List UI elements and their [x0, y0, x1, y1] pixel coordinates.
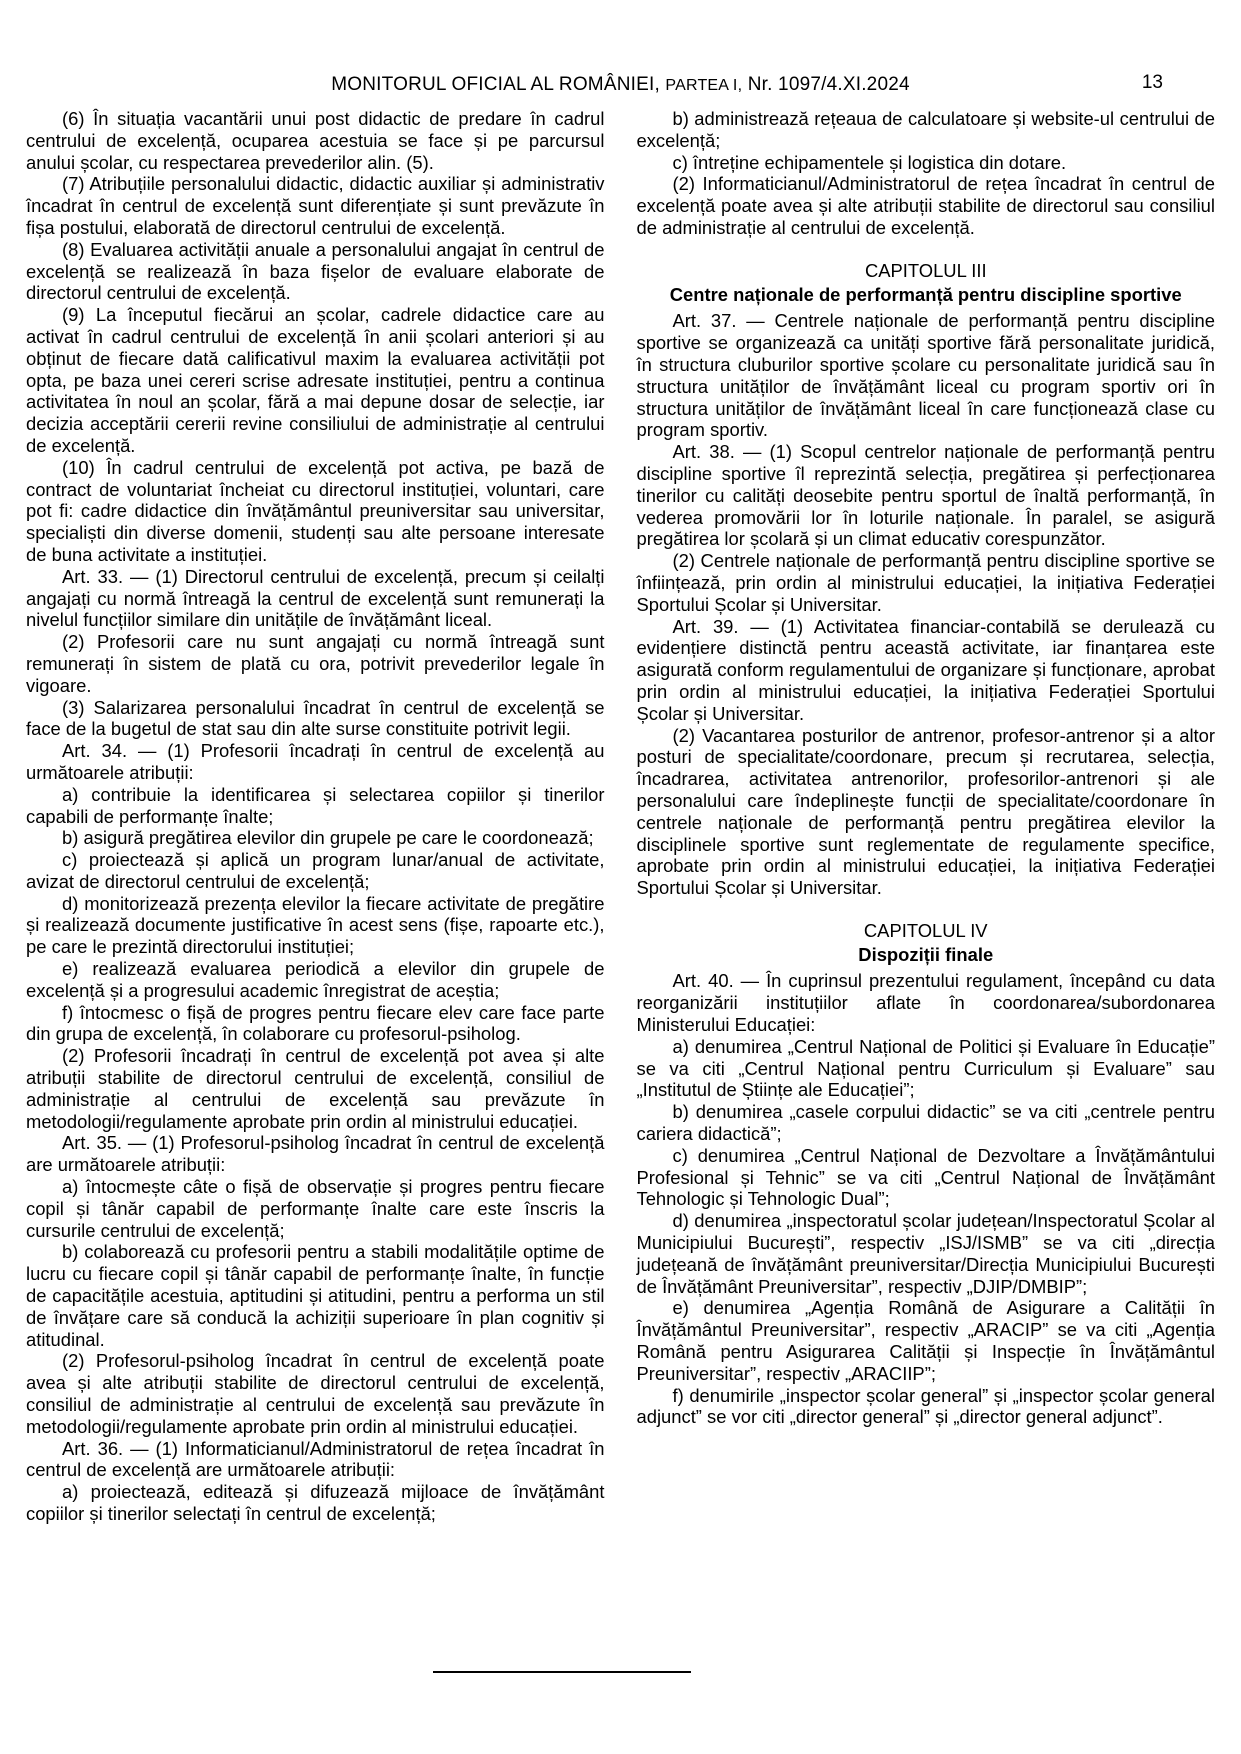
paragraph: Art. 36. — (1) Informaticianul/Administratorul de rețea încadrat în centrul de excelență are următoarele atribuții:: [26, 1437, 605, 1481]
paragraph: (8) Evaluarea activității anuale a personalului angajat în centrul de excelență se realizează în baza fișelor de evaluare elaborate de directorul centrului de excelență.: [26, 238, 605, 304]
chapter-4-heading: [637, 920, 1216, 966]
paragraph: Art. 37. — Centrele naționale de performanță pentru discipline sportive se organizează ca unități sportive fără personalitate juridică, în structura cluburilor sportive școlare cu personalitate juridică sau în structura unităților de învățământ liceal cu program sportiv ori în structura unităților de învățământ liceal în care funcționează clase cu program sportiv.: [636, 310, 1215, 441]
paragraph: a) întocmește câte o fișă de observație și progres pentru fiecare copil și tânăr capabil de performanțe înalte care este înscris la cursurile centrului de excelență;: [26, 1176, 605, 1241]
paragraph: f) denumirile „inspector școlar general” și „inspector școlar general adjunct” se vor citi „director general” și „director general adjunct”.: [636, 1384, 1215, 1428]
paragraph: Art. 35. — (1) Profesorul-psiholog încadrat în centrul de excelență are următoarele atribuții:: [26, 1132, 605, 1176]
chapter-4-title: Dispoziții finale: [858, 943, 994, 965]
paragraph: (10) În cadrul centrului de excelență pot activa, pe bază de contract de voluntariat încheiat cu directorul instituției, voluntari, care pot fi: cadre didactice din învățământul preuniversitar sau universitar, specialiști din diverse domenii, studenți sau alte persoane interesate de buna activitate a instituției.: [26, 456, 605, 565]
page-number: 13: [1141, 72, 1163, 93]
paragraph: b) asigură pregătirea elevilor din grupele pe care le coordonează;: [62, 827, 594, 849]
paragraph: d) monitorizează prezența elevilor la fiecare activitate de pregătire și realizează documente justificative în acest sens (fișe, rapoarte etc.), pe care le prezintă directorului instituției;: [26, 892, 605, 958]
header-title-nr: Nr. 1097/4.XI.2024: [747, 74, 910, 95]
paragraph: Art. 33. — (1) Directorul centrului de excelență, precum și ceilalți angajați cu normă întreagă la centrul de excelență sunt remunerați la nivelul funcțiilor similare din unitățile de învățământ liceal.: [26, 565, 605, 631]
paragraph: (9) La începutul fiecărui an școlar, cadrele didactice care au activat în cadrul centrului de excelență în anii școlari anteriori și au obținut de fiecare dată calificativul maxim la evaluarea activității pot opta, pe baza unei cereri scrise adresate instituției, pentru a continua activitatea în noul an școlar, fără a mai depune dosar de selecție, iar decizia acceptării cererii revine consiliului de administrație al centrului de excelență.: [26, 304, 605, 456]
header-title-main: MONITORUL OFICIAL AL ROMÂNIEI,: [331, 74, 660, 95]
paragraph: c) denumirea „Centrul Național de Dezvoltare a Învățământului Profesional și Tehnic” se va citi „Centrul Național de Învățământ Tehnologic și Tehnologic Dual”;: [636, 1144, 1215, 1210]
paragraph: Art. 40. — În cuprinsul prezentului regulament, începând cu data reorganizării instituțiilor aflate în coordonarea/subordonarea Ministerului Educației:: [636, 970, 1215, 1036]
chapter-3-label: CAPITOLUL III: [864, 259, 987, 281]
paragraph: (2) Profesorul-psiholog încadrat în centrul de excelență poate avea și alte atribuții stabilite de directorul centrului de excelență, consiliul de administrație al centrului de excelență sau prevăzute în metodologii/regulamente aprobate prin ordin al ministrului educației.: [26, 1350, 605, 1437]
paragraph: (2) Profesorii încadrați în centrul de excelență pot avea și alte atribuții stabilite de directorul centrului de excelență, consiliul de administrație al centrului de excelență sau prevăzute în metodologii/regulamente aprobate prin ordin al ministrului educației.: [26, 1045, 605, 1132]
paragraph: (2) Informaticianul/Administratorul de rețea încadrat în centrul de excelență poate avea și alte atribuții stabilite de directorul sau consiliul de administrație al centrului de excelență.: [636, 173, 1215, 238]
header-title: [0, 74, 1241, 96]
paragraph: a) contribuie la identificarea și selectarea copiilor și tinerilor capabili de performanțe înalte;: [26, 783, 605, 827]
paragraph: (3) Salarizarea personalului încadrat în centrul de excelență se face de la bugetul de stat sau din alte surse constituite potrivit legii.: [26, 696, 605, 740]
paragraph: b) colaborează cu profesorii pentru a stabili modalitățile optime de lucru cu fiecare copil și tânăr capabil de performanțe înalte, în funcție de capacitățile acestuia, aptitudini și atitudini, pentru a performa un stil de învățare care să conducă la achiziții superioare în plan cognitiv și atitudinal.: [26, 1241, 605, 1350]
chapter-3-title: Centre naționale de performanță pentru discipline sportive: [669, 283, 1182, 305]
paragraph: Art. 34. — (1) Profesorii încadrați în centrul de excelență au următoarele atribuții:: [26, 740, 605, 783]
end-of-document-rule: [433, 1671, 691, 1673]
paragraph: (2) Profesorii care nu sunt angajați cu normă întreagă sunt remunerați în sistem de plată cu ora, potrivit prevederilor legale în vigoare.: [26, 631, 605, 696]
right-column: [637, 108, 1216, 1525]
paragraph: a) proiectează, editează și difuzează mijloace de învățământ copiilor și tinerilor selectați în centrul de excelență;: [26, 1481, 605, 1524]
paragraph: c) întreține echipamentele și logistica din dotare.: [672, 151, 1067, 173]
paragraph: e) realizează evaluarea periodică a elevilor din grupele de excelență și a progresului academic înregistrat de aceștia;: [26, 958, 605, 1001]
paragraph: f) întocmesc o fișă de progres pentru fiecare elev care face parte din grupa de excelență, în colaborare cu profesorul-psiholog.: [26, 1001, 605, 1045]
paragraph: Art. 38. — (1) Scopul centrelor naționale de performanță pentru discipline sportive îl reprezintă selecția, pregătirea și perfecționarea tinerilor cu calități deosebite pentru sportul de înaltă performanță, în vederea promovării lor în loturile naționale. În paralel, se asigură pregătirea lor școlară și un climat educativ corespunzător.: [636, 441, 1215, 550]
paragraph: d) denumirea „inspectoratul școlar județean/Inspectoratul Școlar al Municipiului București”, respectiv „ISJ/ISMB” se va citi „direcția județeană de învățământ preuniversitar/Direcția Municipiului București de Învățământ Preuniversitar”, respectiv „DJIP/DMBIP”;: [636, 1210, 1215, 1297]
paragraph: Art. 39. — (1) Activitatea financiar-contabilă se derulează cu evidențiere distinctă pentru această activitate, iar finanțarea este asigurată conform regulamentului de organizare și funcționare, aprobat prin ordin al ministrului educației, la inițiativa Federației Sportului Școlar și Universitar.: [636, 615, 1215, 724]
page-header: [0, 74, 1241, 102]
header-title-part: PARTEA I,: [665, 77, 743, 94]
paragraph: c) proiectează și aplică un program lunar/anual de activitate, avizat de directorul centrului de excelență;: [26, 849, 605, 892]
paragraph: b) denumirea „casele corpului didactic” se va citi „centrele pentru cariera didactică”;: [636, 1101, 1215, 1145]
left-column: [26, 108, 605, 1525]
paragraph: a) denumirea „Centrul Național de Politici și Evaluare în Educație” se va citi „Centrul Național pentru Curriculum și Evaluare” sau „Institutul de Științe ale Educației”;: [636, 1035, 1215, 1101]
paragraph: (6) În situația vacantării unui post didactic de predare în cadrul centrului de excelență, ocuparea acestuia se face și pe parcursul anului școlar, cu respectarea prevederilor alin. (5).: [26, 108, 605, 173]
paragraph: (2) Centrele naționale de performanță pentru discipline sportive se înființează, prin ordin al ministrului educației, la inițiativa Federației Sportului Școlar și Universitar.: [636, 550, 1215, 615]
text-columns: [26, 108, 1215, 1525]
chapter-4-label: CAPITOLUL IV: [863, 919, 988, 941]
paragraph: e) denumirea „Agenția Română de Asigurare a Calității în Învățământul Preuniversitar”, respectiv „ARACIP” se va citi „Agenția Română pentru Asigurarea Calității și Inspecție în Învățământul Preuniversitar”, respectiv „ARACIIP”;: [636, 1297, 1215, 1384]
paragraph: (2) Vacantarea posturilor de antrenor, profesor-antrenor și a altor posturi de specialitate/coordonare, precum și recrutarea, selecția, încadrarea, activitatea antrenorilor, profesorilor-antrenori și ale personalului care îndeplinește funcții de specialitate/coordonare în centrele naționale de performanță pentru pregătirea elevilor la disciplinele sportive sunt reglementate de regulamente specifice, aprobate prin ordin al ministrului educației, la inițiativa Federației Sportului Școlar și Universitar.: [636, 724, 1215, 899]
chapter-3-heading: [637, 260, 1216, 306]
paragraph: (7) Atribuțiile personalului didactic, didactic auxiliar și administrativ încadrat în centrul de excelență sunt diferențiate și sunt prevăzute în fișa postului, elaborată de directorul centrului de excelență.: [26, 173, 605, 238]
paragraph: b) administrează rețeaua de calculatoare și website-ul centrului de excelență;: [636, 108, 1215, 151]
